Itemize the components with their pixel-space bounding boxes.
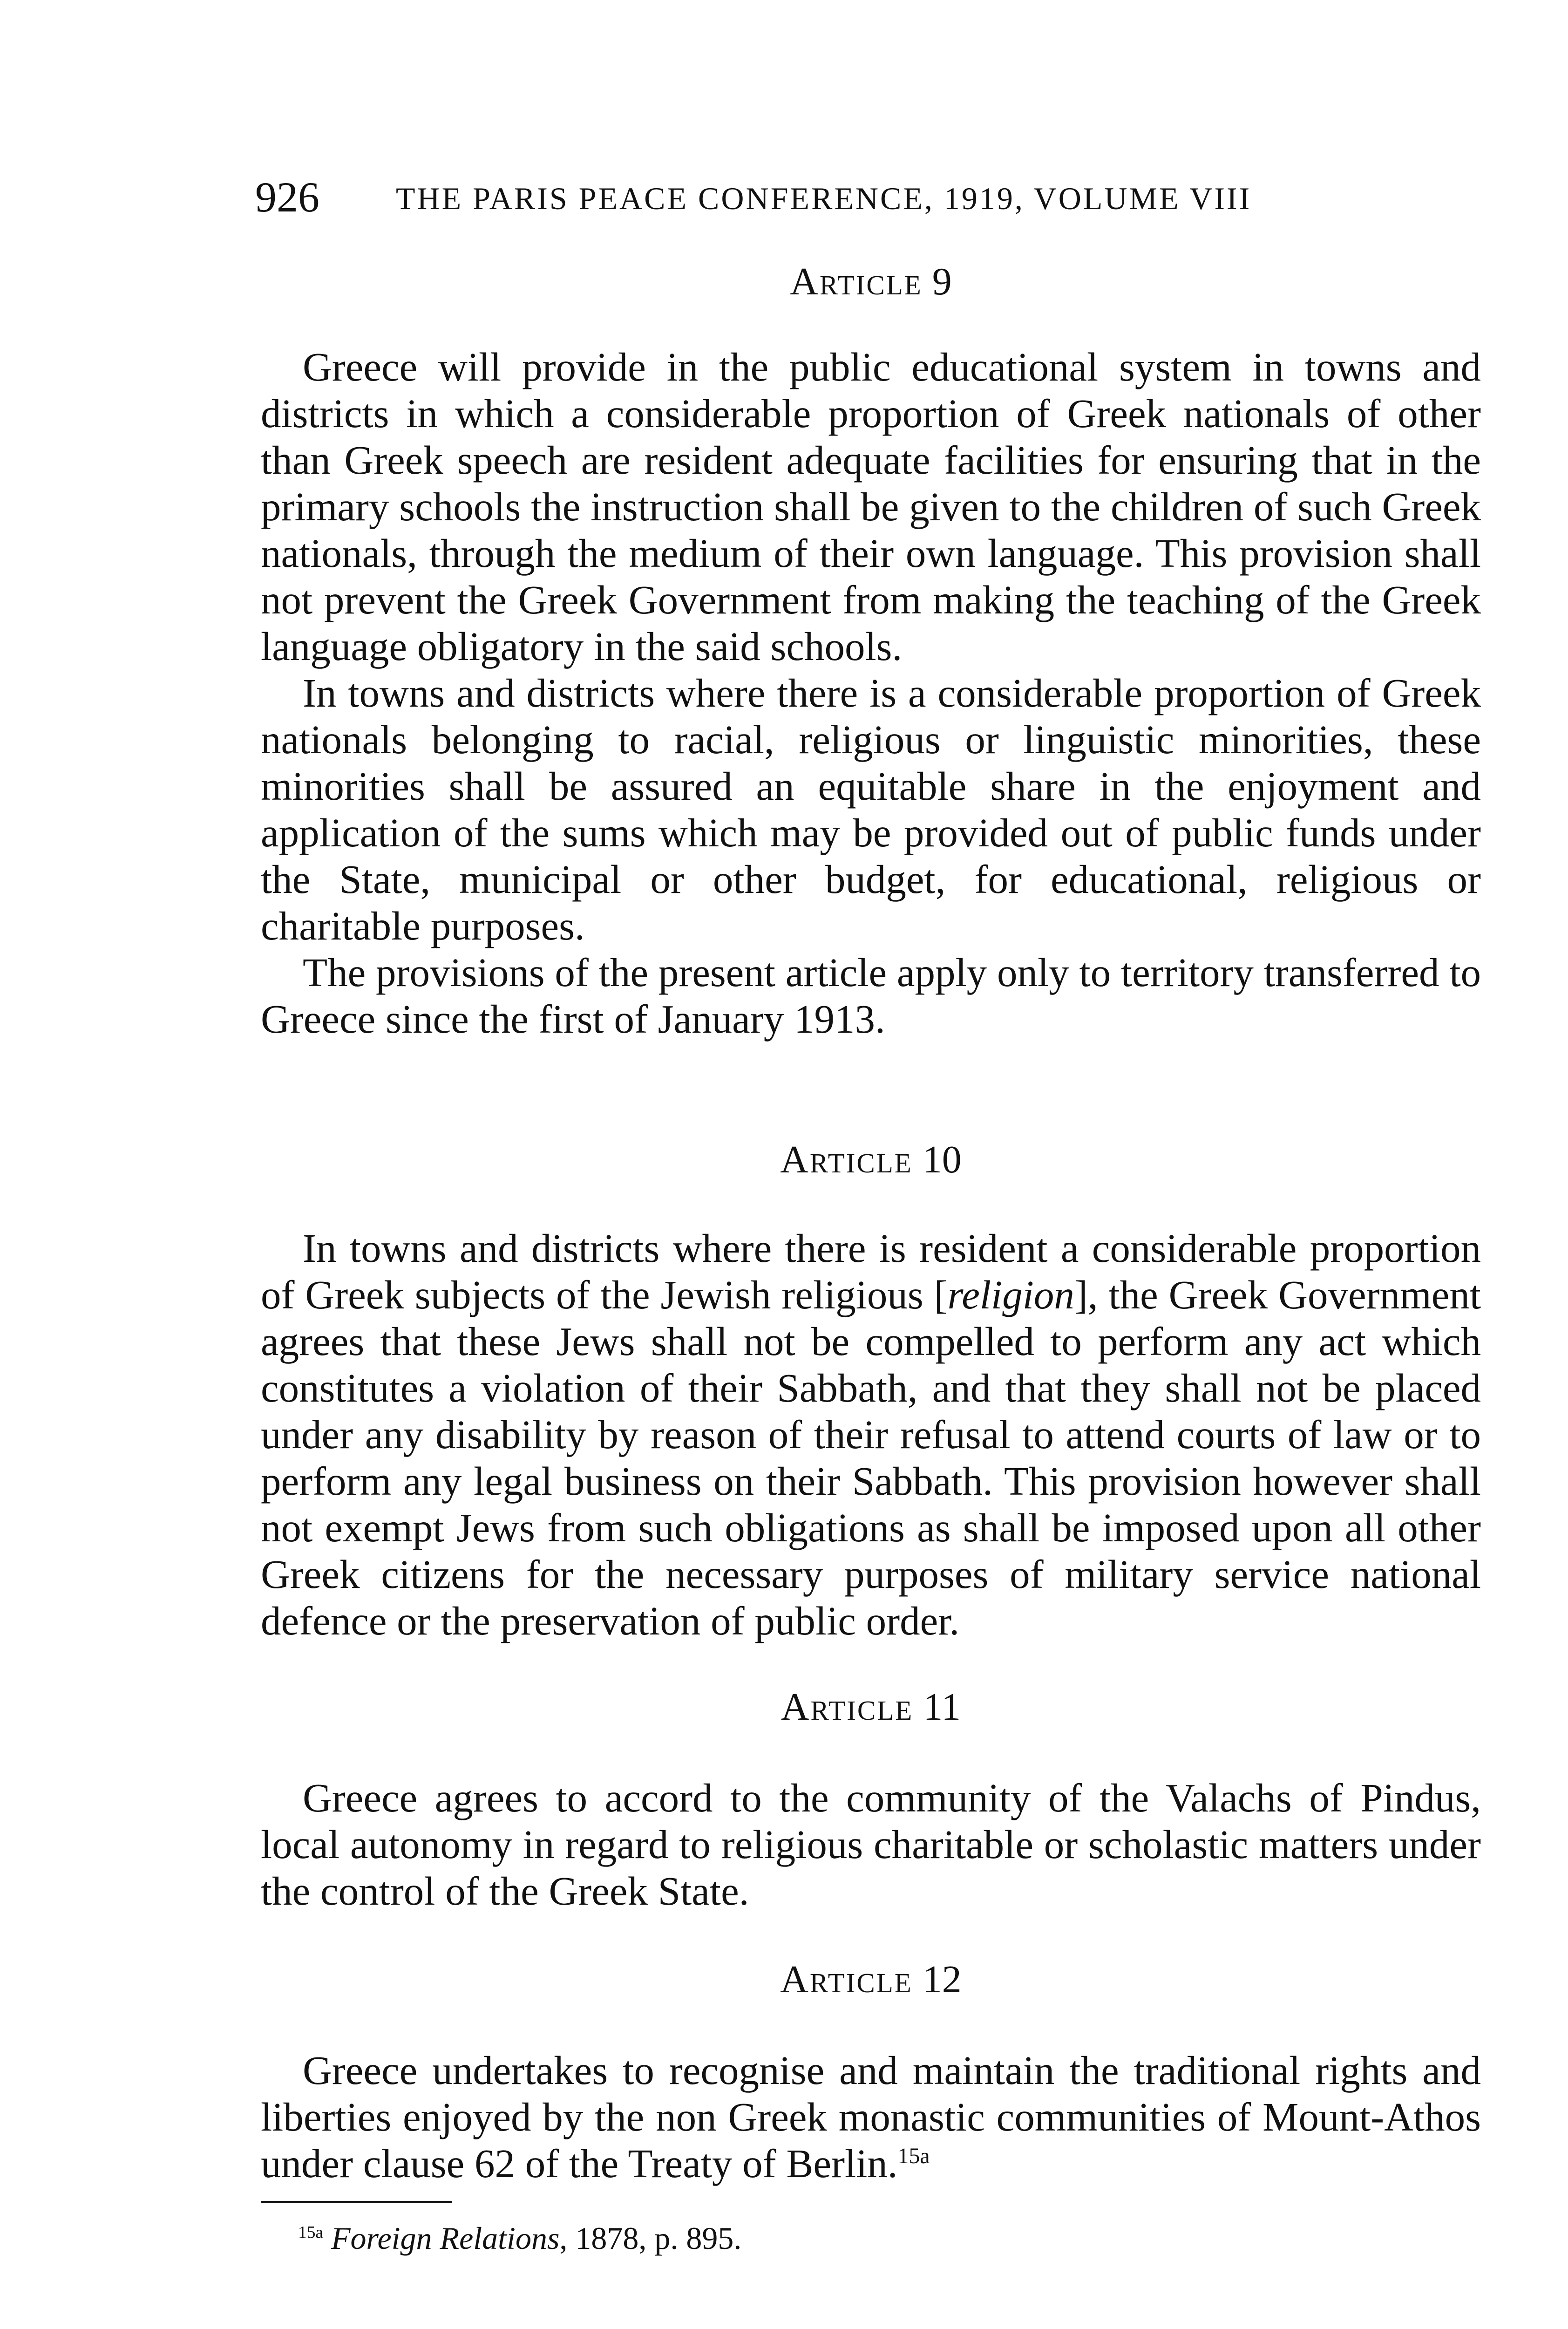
article-label: Article (781, 1685, 914, 1729)
article-9-paragraph-2: In towns and districts where there is a considerable proportion of Greek nationals belonging to racial, religious or linguistic minorities, these minorities shall be assured an equitable share in the enjoyment and application of the sums which may be provided out of public funds under the State, municipal or other budget, for educational, religious or charitable purposes. (261, 670, 1481, 948)
article-11-body (261, 1775, 1481, 1914)
page-number: 926 (255, 173, 319, 221)
article-number: 11 (923, 1685, 961, 1729)
article-10-paragraph (261, 1225, 1481, 1644)
footnote-source-title: Foreign Relations (331, 2220, 560, 2256)
article-10-text-part-1: In towns and districts where there is resident a considerable proportion of Greek subjects of the Jewish religious [ (261, 1226, 1481, 1317)
article-number: 10 (922, 1138, 962, 1181)
page-header (255, 171, 1503, 223)
footnote-reference[interactable]: 15a (897, 2144, 930, 2168)
article-label: Article (780, 1958, 913, 2001)
article-12-body (261, 2047, 1481, 2187)
article-number: 9 (932, 260, 952, 303)
article-9-heading (261, 259, 1481, 305)
article-11-paragraph: Greece agrees to accord to the community of the Valachs of Pindus, local autonomy in regard to religious charitable or scholastic matters under the control of the Greek State. (261, 1775, 1481, 1914)
article-10-text-part-2: ], the Greek Government agrees that these Jews shall not be compelled to perform any act which constitutes a violation of their Sabbath, and that they shall not be placed under any disability by reason of their refusal to attend courts of law or to perform any legal business on their Sabbath. This provision however shall not exempt Jews from such obligations as shall be imposed upon all other Greek citizens for the necessary purposes of military service national defence or the preservation of public order. (261, 1272, 1481, 1643)
article-12-text: Greece undertakes to recognise and maintain the traditional rights and liberties enjoyed by the non Greek monastic communities of Mount-Athos under clause 62 of the Treaty of Berlin. (261, 2048, 1481, 2186)
article-number: 12 (922, 1958, 962, 2001)
article-9-paragraph-1: Greece will provide in the public educational system in towns and districts in which a considerable proportion of Greek nationals of other than Greek speech are resident adequate facilities for ensuring that in the primary schools the instruction shall be given to the children of such Greek nationals, through the medium of their own language. This provision shall not prevent the Greek Government from making the teaching of the Greek language obligatory in the said schools. (261, 344, 1481, 669)
running-title: THE PARIS PEACE CONFERENCE, 1919, VOLUME VIII (396, 181, 1252, 216)
footnote (298, 2217, 741, 2259)
editorial-insert: religion (947, 1272, 1074, 1317)
article-label: Article (780, 1138, 913, 1181)
article-11-heading (261, 1684, 1481, 1730)
article-9-body (261, 344, 1481, 1042)
article-10-heading (261, 1137, 1481, 1183)
article-label: Article (790, 260, 923, 303)
article-12-heading (261, 1956, 1481, 2003)
footnote-marker: 15a (298, 2223, 323, 2242)
footnote-citation: , 1878, p. 895. (559, 2220, 742, 2256)
article-12-paragraph (261, 2047, 1481, 2187)
article-9-paragraph-3: The provisions of the present article apply only to territory transferred to Greece since the first of January 1913. (261, 950, 1481, 1042)
article-10-body (261, 1225, 1481, 1644)
footnote-divider (261, 2201, 452, 2203)
